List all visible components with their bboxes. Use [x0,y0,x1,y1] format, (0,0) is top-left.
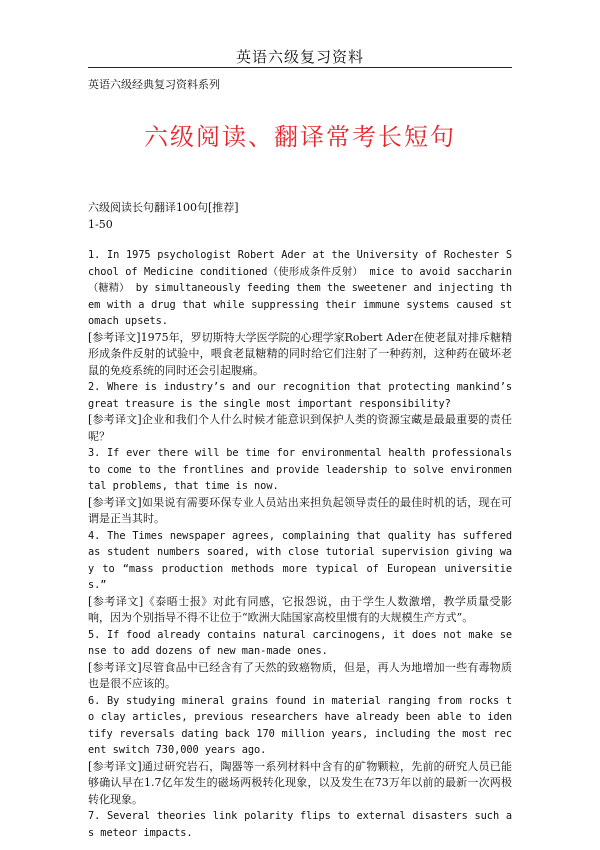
item-translation: [参考译文]企业和我们个人什么时候才能意识到保护人类的资源宝藏是最最重要的责任呢？ [88,413,512,443]
item-translation: [参考译文]1975年，罗切斯特大学医学院的心理学家Robert Ader在使老鼠对排斥糖精形成条件反射的试验中，喂食老鼠糖精的同时给它们注射了一种药剂，这种药在破坏老鼠的免疫系统的同时还会引起腹痛。 [88,330,512,377]
item-english: 4. The Times newspaper agrees, complaining that quality has suffered as student numbers soared, with close tutorial supervision giving way to “mass production methods more typical of European universities.” [88,529,512,591]
subtitle-block [88,199,239,233]
item-english: 5. If food already contains natural carcinogens, it does not make sense to add dozens of new man-made ones. [88,628,512,657]
item-english: 3. If ever there will be time for environmental health professionals to come to the frontlines and provide leadership to solve environmental problems, that time is now. [88,447,512,492]
body-text [88,247,512,841]
item-translation: [参考译文]尽管食品中已经含有了天然的致癌物质，但是，再人为地增加一些有毒物质也是很不应该的。 [88,660,512,690]
item-english: 1. In 1975 psychologist Robert Ader at the University of Rochester School of Medicine conditioned（使形成条件反射） mice to avoid saccharin（糖精） by simultaneously feeding them the sweetener and injecting them with a drug that while suppressing their immune systems caused stomach upsets. [88,249,512,327]
item-english: 2. Where is industry’s and our recognition that protecting mankind’s great treasure is the single most important responsibility? [88,381,512,410]
item-translation: [参考译文]《泰晤士报》对此有同感，它报怨说，由于学生人数激增，教学质量受影响，因为个别指导不得不让位于“欧洲大陆国家高校里惯有的大规模生产方式”。 [88,594,512,624]
item-translation: [参考译文]如果说有需要环保专业人员站出来担负起领导责任的最佳时机的话，现在可谓是正当其时。 [88,495,512,525]
item-english: 7. Several theories link polarity flips to external disasters such as meteor impacts. [88,810,512,839]
main-title: 六级阅读、翻译常考长短句 [144,123,456,151]
running-header: 英语六级复习资料 [235,48,364,66]
subtitle-line: 六级阅读长句翻译100句[推荐] [88,201,239,214]
subtitle-range: 1-50 [88,218,113,231]
item-english: 6. By studying mineral grains found in material ranging from rocks to clay articles, previous researchers have already been able to identify reversals dating back 170 million years, including the most recent switch 730,000 years ago. [88,694,512,756]
item-translation: [参考译文]通过研究岩石，陶器等一系列材料中含有的矿物颗粒，先前的研究人员已能够确认早在1.7亿年发生的磁场两极转化现象，以及发生在73万年以前的最新一次两极转化现象。 [88,759,512,806]
series-label: 英语六级经典复习资料系列 [88,78,220,91]
header-rule [88,67,512,68]
